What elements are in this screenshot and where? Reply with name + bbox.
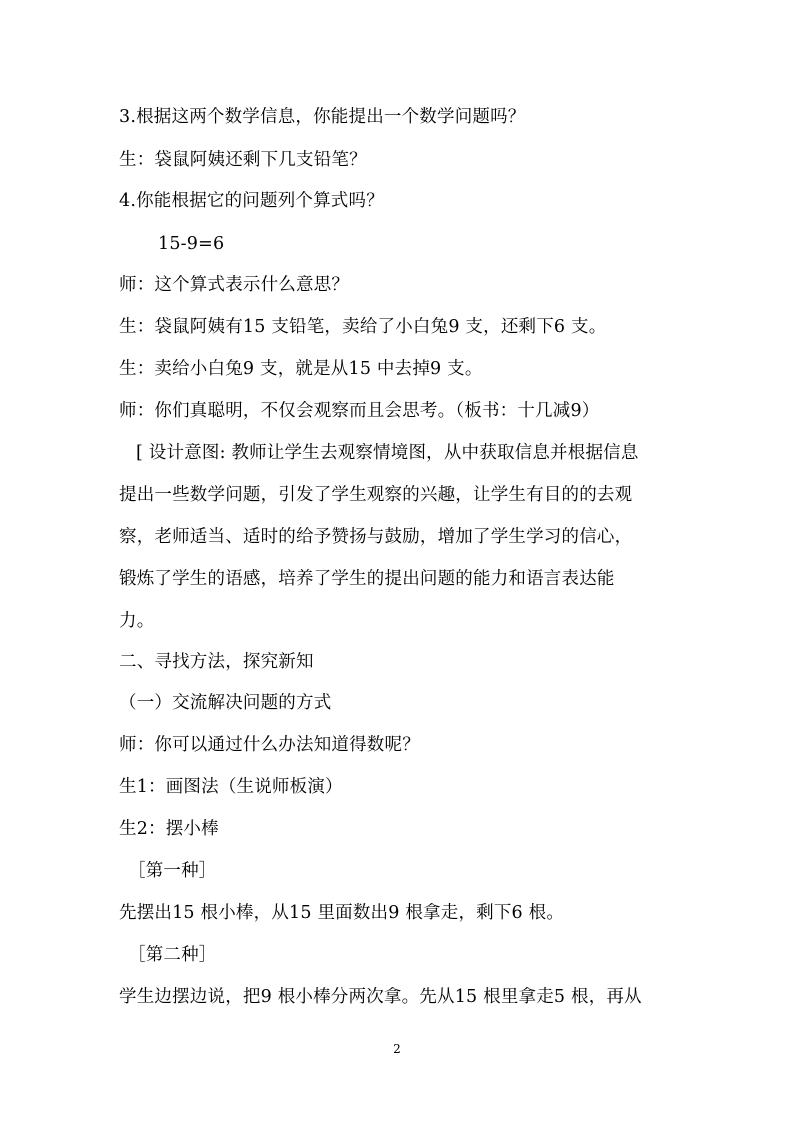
student-1-method: 生1：画图法（生说师板演） <box>119 777 343 797</box>
teacher-question-1: 师：这个算式表示什么意思？ <box>119 275 350 295</box>
method-1-text: 先摆出15 根小棒，从15 里面数出9 根拿走，剩下6 根。 <box>119 903 565 923</box>
page-number: 2 <box>393 1042 401 1056</box>
teacher-remark: 师：你们真聪明，不仅会观察而且会思考。（板书：十几减9） <box>119 401 600 421</box>
subsection-heading: （一）交流解决问题的方式 <box>119 693 332 713</box>
design-intent-line-4: 锻炼了学生的语感，培养了学生的提出问题的能力和语言表达能 <box>119 569 615 589</box>
teacher-question-2: 师：你可以通过什么办法知道得数呢？ <box>119 735 420 755</box>
design-intent-line-1: [ 设计意图: 教师让学生去观察情境图，从中获取信息并根据信息 <box>136 443 639 463</box>
student-answer-1: 生：袋鼠阿姨还剩下几支铅笔？ <box>119 150 367 170</box>
design-intent-line-3: 察，老师适当、适时的给予赞扬与鼓励，增加了学生学习的信心， <box>119 527 633 547</box>
student-answer-3: 生：卖给小白兔9 支，就是从15 中去掉9 支。 <box>119 359 483 379</box>
method-2-text: 学生边摆边说，把9 根小棒分两次拿。先从15 根里拿走5 根，再从 <box>119 987 642 1007</box>
section-heading: 二、寻找方法，探究新知 <box>119 652 314 672</box>
design-intent-line-2: 提出一些数学问题，引发了学生观察的兴趣，让学生有目的的去观 <box>119 485 633 505</box>
method-2-label: ［第二种］ <box>128 945 217 965</box>
method-1-label: ［第一种］ <box>128 861 217 881</box>
equation: 15-9=6 <box>158 234 225 254</box>
student-answer-2: 生：袋鼠阿姨有15 支铅笔，卖给了小白兔9 支，还剩下6 支。 <box>119 317 607 337</box>
question-3: 3.根据这两个数学信息，你能提出一个数学问题吗？ <box>119 107 526 127</box>
student-2-method: 生2：摆小棒 <box>119 819 219 839</box>
question-4: 4.你能根据它的问题列个算式吗？ <box>119 191 384 211</box>
design-intent-line-5: 力。 <box>119 611 155 631</box>
